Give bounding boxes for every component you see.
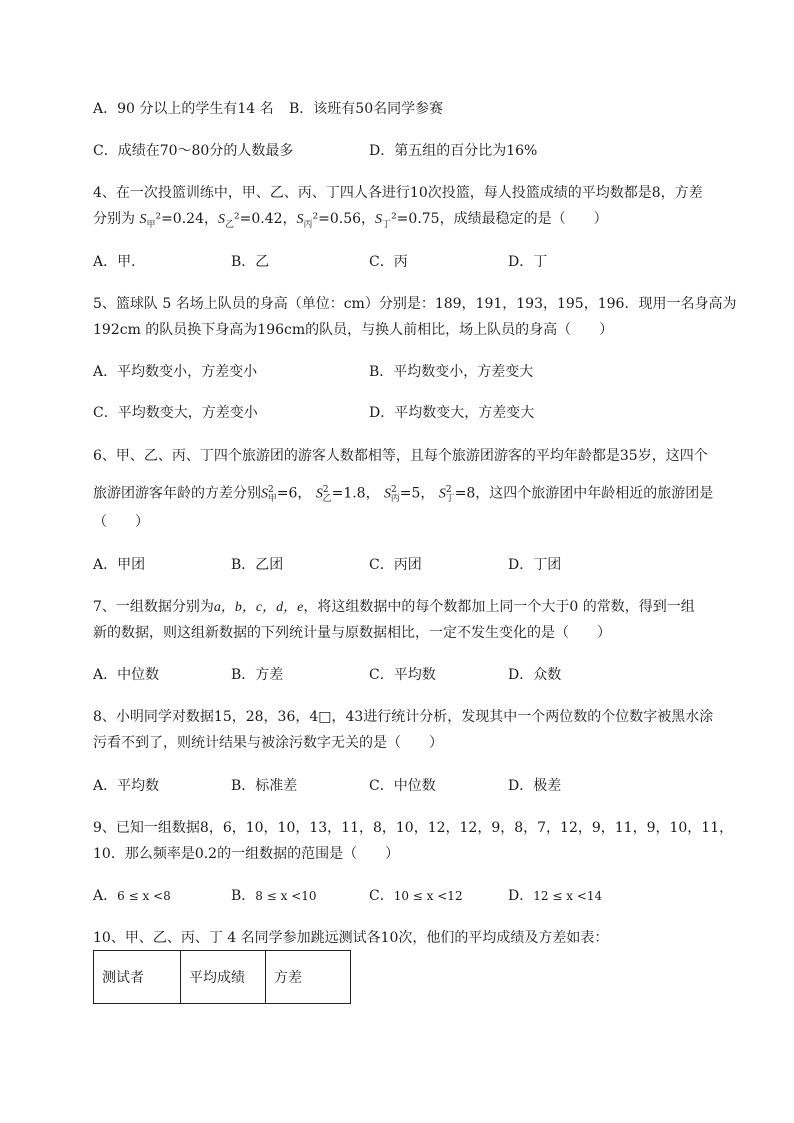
q7-option-c: C．平均数	[369, 667, 436, 683]
q6-variance-ding: =8，这四个旅游团中年龄相近的旅游团是	[454, 485, 714, 502]
q3-option-b: B．该班有50名同学参赛	[289, 101, 444, 117]
q6-sub-bing: 丙	[390, 494, 400, 505]
q10-stem-line1: 10、甲、乙、丙、丁 4 名同学参加跳远测试各10次，他们的平均成绩及方差如表：	[93, 930, 609, 946]
q3-option-a: A．90 分以上的学生有14 名	[93, 101, 274, 117]
q4-variance-yi: ²=0.42，	[234, 211, 297, 227]
q9-option-c-label: C．	[369, 888, 394, 904]
q9-option-a	[93, 886, 171, 906]
q8-stem-line2: 污看不到了，则统计结果与被涂污数字无关的是（ ）	[93, 735, 443, 751]
q4-stem-prefix: 分别为	[93, 211, 135, 227]
q9-stem-line1: 9、已知一组数据8，6，10，10，13，11，8，10，12，12，9，8，7，12，9，11，9，10，11，	[93, 820, 734, 836]
q9-option-d-label: D．	[508, 888, 534, 904]
q6-option-c: C．丙团	[369, 557, 422, 573]
q4-variance-symbol: S	[296, 212, 304, 227]
q8-stem-line1: 8、小明同学对数据15，28，36，4□，43进行统计分析，发现其中一个两位数的个位数字被黑水涂	[93, 709, 714, 725]
q9-option-b	[231, 886, 317, 906]
q4-variance-symbol: S	[217, 212, 225, 227]
q4-variance-symbol: S	[375, 212, 383, 227]
q6-sub-jia: 甲	[267, 494, 277, 505]
q6-option-a: A．甲团	[93, 557, 146, 573]
q3-option-c: C．成绩在70～80分的人数最多	[93, 143, 294, 159]
q5-option-a: A．平均数变小，方差变小	[93, 364, 258, 380]
q6-variance-jia: =6，	[276, 485, 312, 502]
q7-option-a: A．中位数	[93, 667, 160, 683]
q7-stem-line2: 新的数据，则这组新数据的下列统计量与原数据相比，一定不发生变化的是（ ）	[93, 625, 611, 641]
table-header-cell: 测试者	[94, 951, 181, 1004]
q8-option-b: B．标准差	[231, 778, 298, 794]
q6-variance-symbol: S	[315, 486, 323, 502]
q7-stem-suffix: ，将这组数据中的每个数都加上同一个大于0 的常数，得到一组	[303, 599, 695, 615]
q6-sup: 2	[391, 485, 397, 495]
q6-variance-symbol: S	[438, 486, 446, 502]
q9-option-d-range: 12 ≤ x <14	[533, 889, 603, 903]
q6-option-b: B．乙团	[231, 557, 284, 573]
table-row	[94, 951, 351, 1004]
q9-option-a-label: A．	[93, 888, 118, 904]
q5-option-c: C．平均数变大，方差变小	[93, 405, 258, 421]
q7-stem-prefix: 7、一组数据分别为	[93, 599, 214, 615]
q9-option-b-label: B．	[231, 888, 256, 904]
q7-option-b: B．方差	[231, 667, 284, 683]
q8-option-a: A．平均数	[93, 778, 160, 794]
q6-stem-prefix: 旅游团游客年龄的方差分别	[93, 485, 261, 502]
q4-option-d: D．丁	[508, 254, 548, 270]
q6-stem-line3: （ ）	[93, 514, 149, 530]
q5-stem-line2: 192cm 的队员换下身高为196cm的队员，与换人前相比，场上队员的身高（ ）	[93, 322, 614, 338]
q6-sup: 2	[445, 485, 452, 495]
q6-sup: 2	[322, 485, 329, 495]
q5-option-d: D．平均数变大，方差变大	[369, 405, 535, 421]
q6-stem-line2	[93, 480, 713, 509]
q4-variance-jia: ²=0.24，	[155, 211, 218, 227]
q4-sub-jia: 甲	[146, 219, 156, 230]
q9-option-c	[369, 886, 463, 906]
q6-option-d: D．丁团	[508, 557, 562, 573]
table-header-cell: 平均成绩	[181, 951, 266, 1004]
q10-table	[93, 950, 351, 1004]
q6-sub-yi: 乙	[322, 494, 332, 505]
q4-variance-ding: ²=0.75，成绩最稳定的是（ ）	[391, 211, 608, 227]
q4-variance-bing: ²=0.56，	[312, 211, 376, 227]
q9-option-a-range: 6 ≤ x <8	[117, 889, 171, 903]
q6-variance-bing: =5，	[399, 485, 435, 502]
q4-option-a: A．甲．	[93, 254, 146, 270]
q4-option-b: B．乙	[231, 254, 270, 270]
q9-stem-line2: 10．那么频率是0.2的一组数据的范围是（ ）	[93, 846, 400, 862]
q9-option-b-range: 8 ≤ x <10	[255, 889, 317, 903]
q4-stem-line2	[93, 209, 608, 235]
q9-option-d	[508, 886, 602, 906]
q5-option-b: B．平均数变小，方差变大	[369, 364, 534, 380]
q4-stem-line1: 4、在一次投篮训练中，甲、乙、丙、丁四人各进行10次投篮，每人投篮成绩的平均数都是8，方差	[93, 185, 703, 201]
q4-option-c: C．丙	[369, 254, 408, 270]
q4-sub-yi: 乙	[224, 219, 234, 230]
q8-option-c: C．中位数	[369, 778, 436, 794]
q6-stem-line1: 6、甲、乙、丙、丁四个旅游团的游客人数都相等，且每个旅游团游客的平均年龄都是35岁，这四个	[93, 448, 708, 464]
q8-option-d: D．极差	[508, 778, 562, 794]
q6-sub-ding: 丁	[445, 494, 455, 505]
q7-option-d: D．众数	[508, 667, 562, 683]
q4-sub-bing: 丙	[303, 219, 313, 230]
q6-sup: 2	[268, 485, 274, 495]
q7-stem-line1	[93, 597, 695, 618]
q5-stem-line1: 5、篮球队 5 名场上队员的身高（单位：cm）分别是：189，191，193，195，196．现用一名身高为	[93, 296, 737, 312]
q6-variance-yi: =1.8，	[331, 485, 380, 502]
table-header-cell: 方差	[266, 951, 351, 1004]
q6-variance-symbol: S	[384, 486, 392, 502]
q4-variance-symbol: S	[139, 212, 147, 227]
q4-sub-ding: 丁	[382, 219, 392, 230]
q6-variance-symbol: S	[261, 486, 268, 502]
q9-option-c-range: 10 ≤ x <12	[393, 889, 463, 903]
q7-variables: a，b，c，d，e	[213, 600, 304, 615]
q3-option-d: D．第五组的百分比为16%	[369, 143, 538, 159]
